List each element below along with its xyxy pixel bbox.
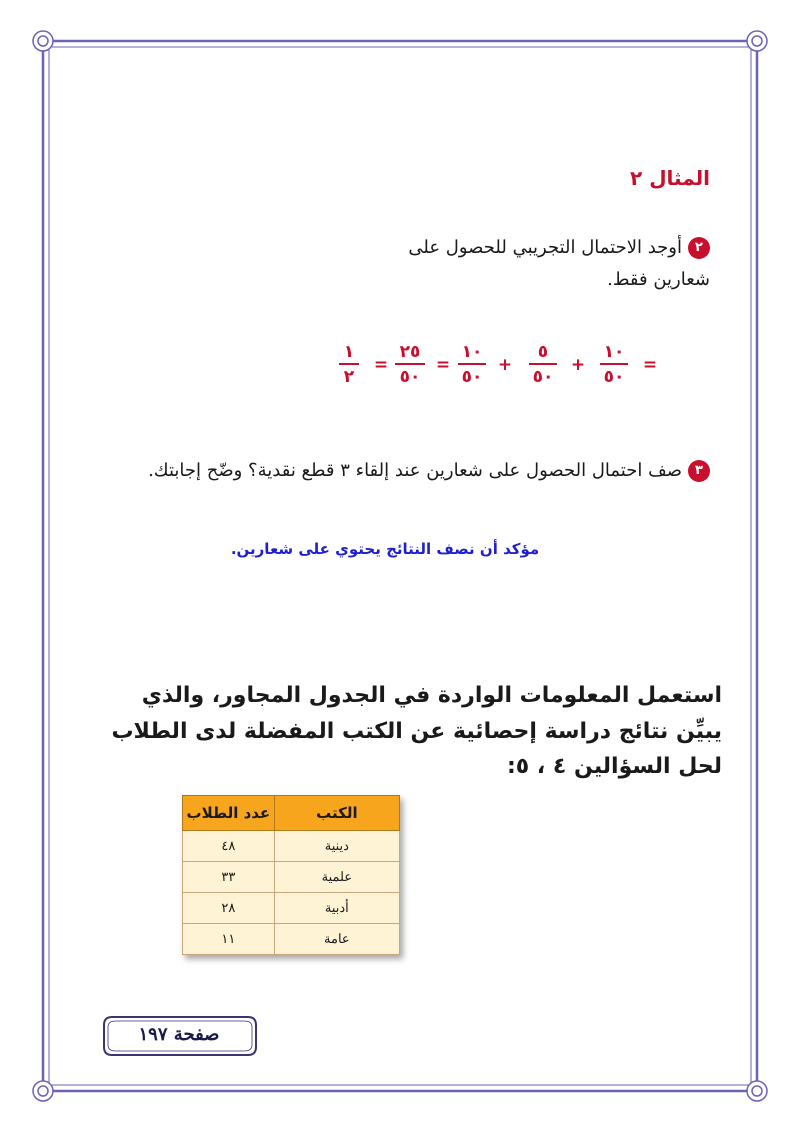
equals-sign: = (435, 355, 451, 375)
fraction-numerator: ١ (343, 342, 355, 362)
question-2-text: أوجد الاحتمال التجريبي للحصول على (408, 237, 682, 258)
column-header-books: الكتب (274, 796, 399, 831)
table-cell: ٣٣ (183, 862, 275, 893)
instructions-line-3: لحل السؤالين ٤ ، ٥: (506, 754, 722, 780)
fraction-denominator: ٥٠ (603, 367, 625, 387)
plus-sign: + (570, 355, 586, 375)
question-3-text: صف احتمال الحصول على شعارين عند إلقاء ٣ قطع نقدية؟ وضّح إجابتك. (148, 460, 682, 481)
page-number: صفحة ١٩٧ (138, 1024, 220, 1045)
fraction-numerator: ١٠ (603, 342, 625, 362)
table-row (183, 924, 400, 955)
table-cell: عامة (274, 924, 399, 955)
instructions-line-2: يبيِّن نتائج دراسة إحصائية عن الكتب المفضلة لدى الطلاب (111, 718, 722, 744)
table-cell: أدبية (274, 893, 399, 924)
table-cell: علمية (274, 862, 399, 893)
answer-text: مؤكد أن نصف النتائج يحتوي على شعارين. (230, 540, 540, 558)
table-header-row (183, 796, 400, 831)
table-row (183, 831, 400, 862)
equals-sign: = (373, 355, 389, 375)
table-cell: دينية (274, 831, 399, 862)
fraction-denominator: ٥٠ (532, 367, 554, 387)
question-3 (70, 460, 710, 482)
table-row (183, 862, 400, 893)
fraction-equation (0, 340, 800, 390)
question-number-badge: ٣ (688, 460, 710, 482)
fraction-denominator: ٥٠ (461, 367, 483, 387)
corner-ornament-icon (33, 31, 767, 1101)
books-table (182, 795, 400, 955)
question-2-line-2: شعارين فقط. (607, 268, 710, 290)
books-table-container (182, 795, 400, 955)
instructions-paragraph (82, 678, 722, 785)
fraction-denominator: ٥٠ (399, 367, 421, 387)
question-2 (330, 232, 710, 295)
table-cell: ٤٨ (183, 831, 275, 862)
plus-sign: + (497, 355, 513, 375)
instructions-line-1: استعمل المعلومات الواردة في الجدول المجاور، والذي (141, 683, 722, 708)
example-title: المثال ٢ (630, 166, 710, 190)
question-2-line-1 (330, 232, 710, 264)
table-row (183, 893, 400, 924)
question-number-badge: ٢ (688, 237, 710, 259)
fraction-numerator: ٥ (537, 342, 549, 362)
fraction-numerator: ١٠ (461, 342, 483, 362)
equals-sign: = (642, 355, 658, 375)
column-header-students: عدد الطلاب (183, 796, 275, 831)
fraction-denominator: ٢ (343, 367, 355, 387)
table-cell: ١١ (183, 924, 275, 955)
table-cell: ٢٨ (183, 893, 275, 924)
fraction-numerator: ٢٥ (399, 342, 421, 362)
